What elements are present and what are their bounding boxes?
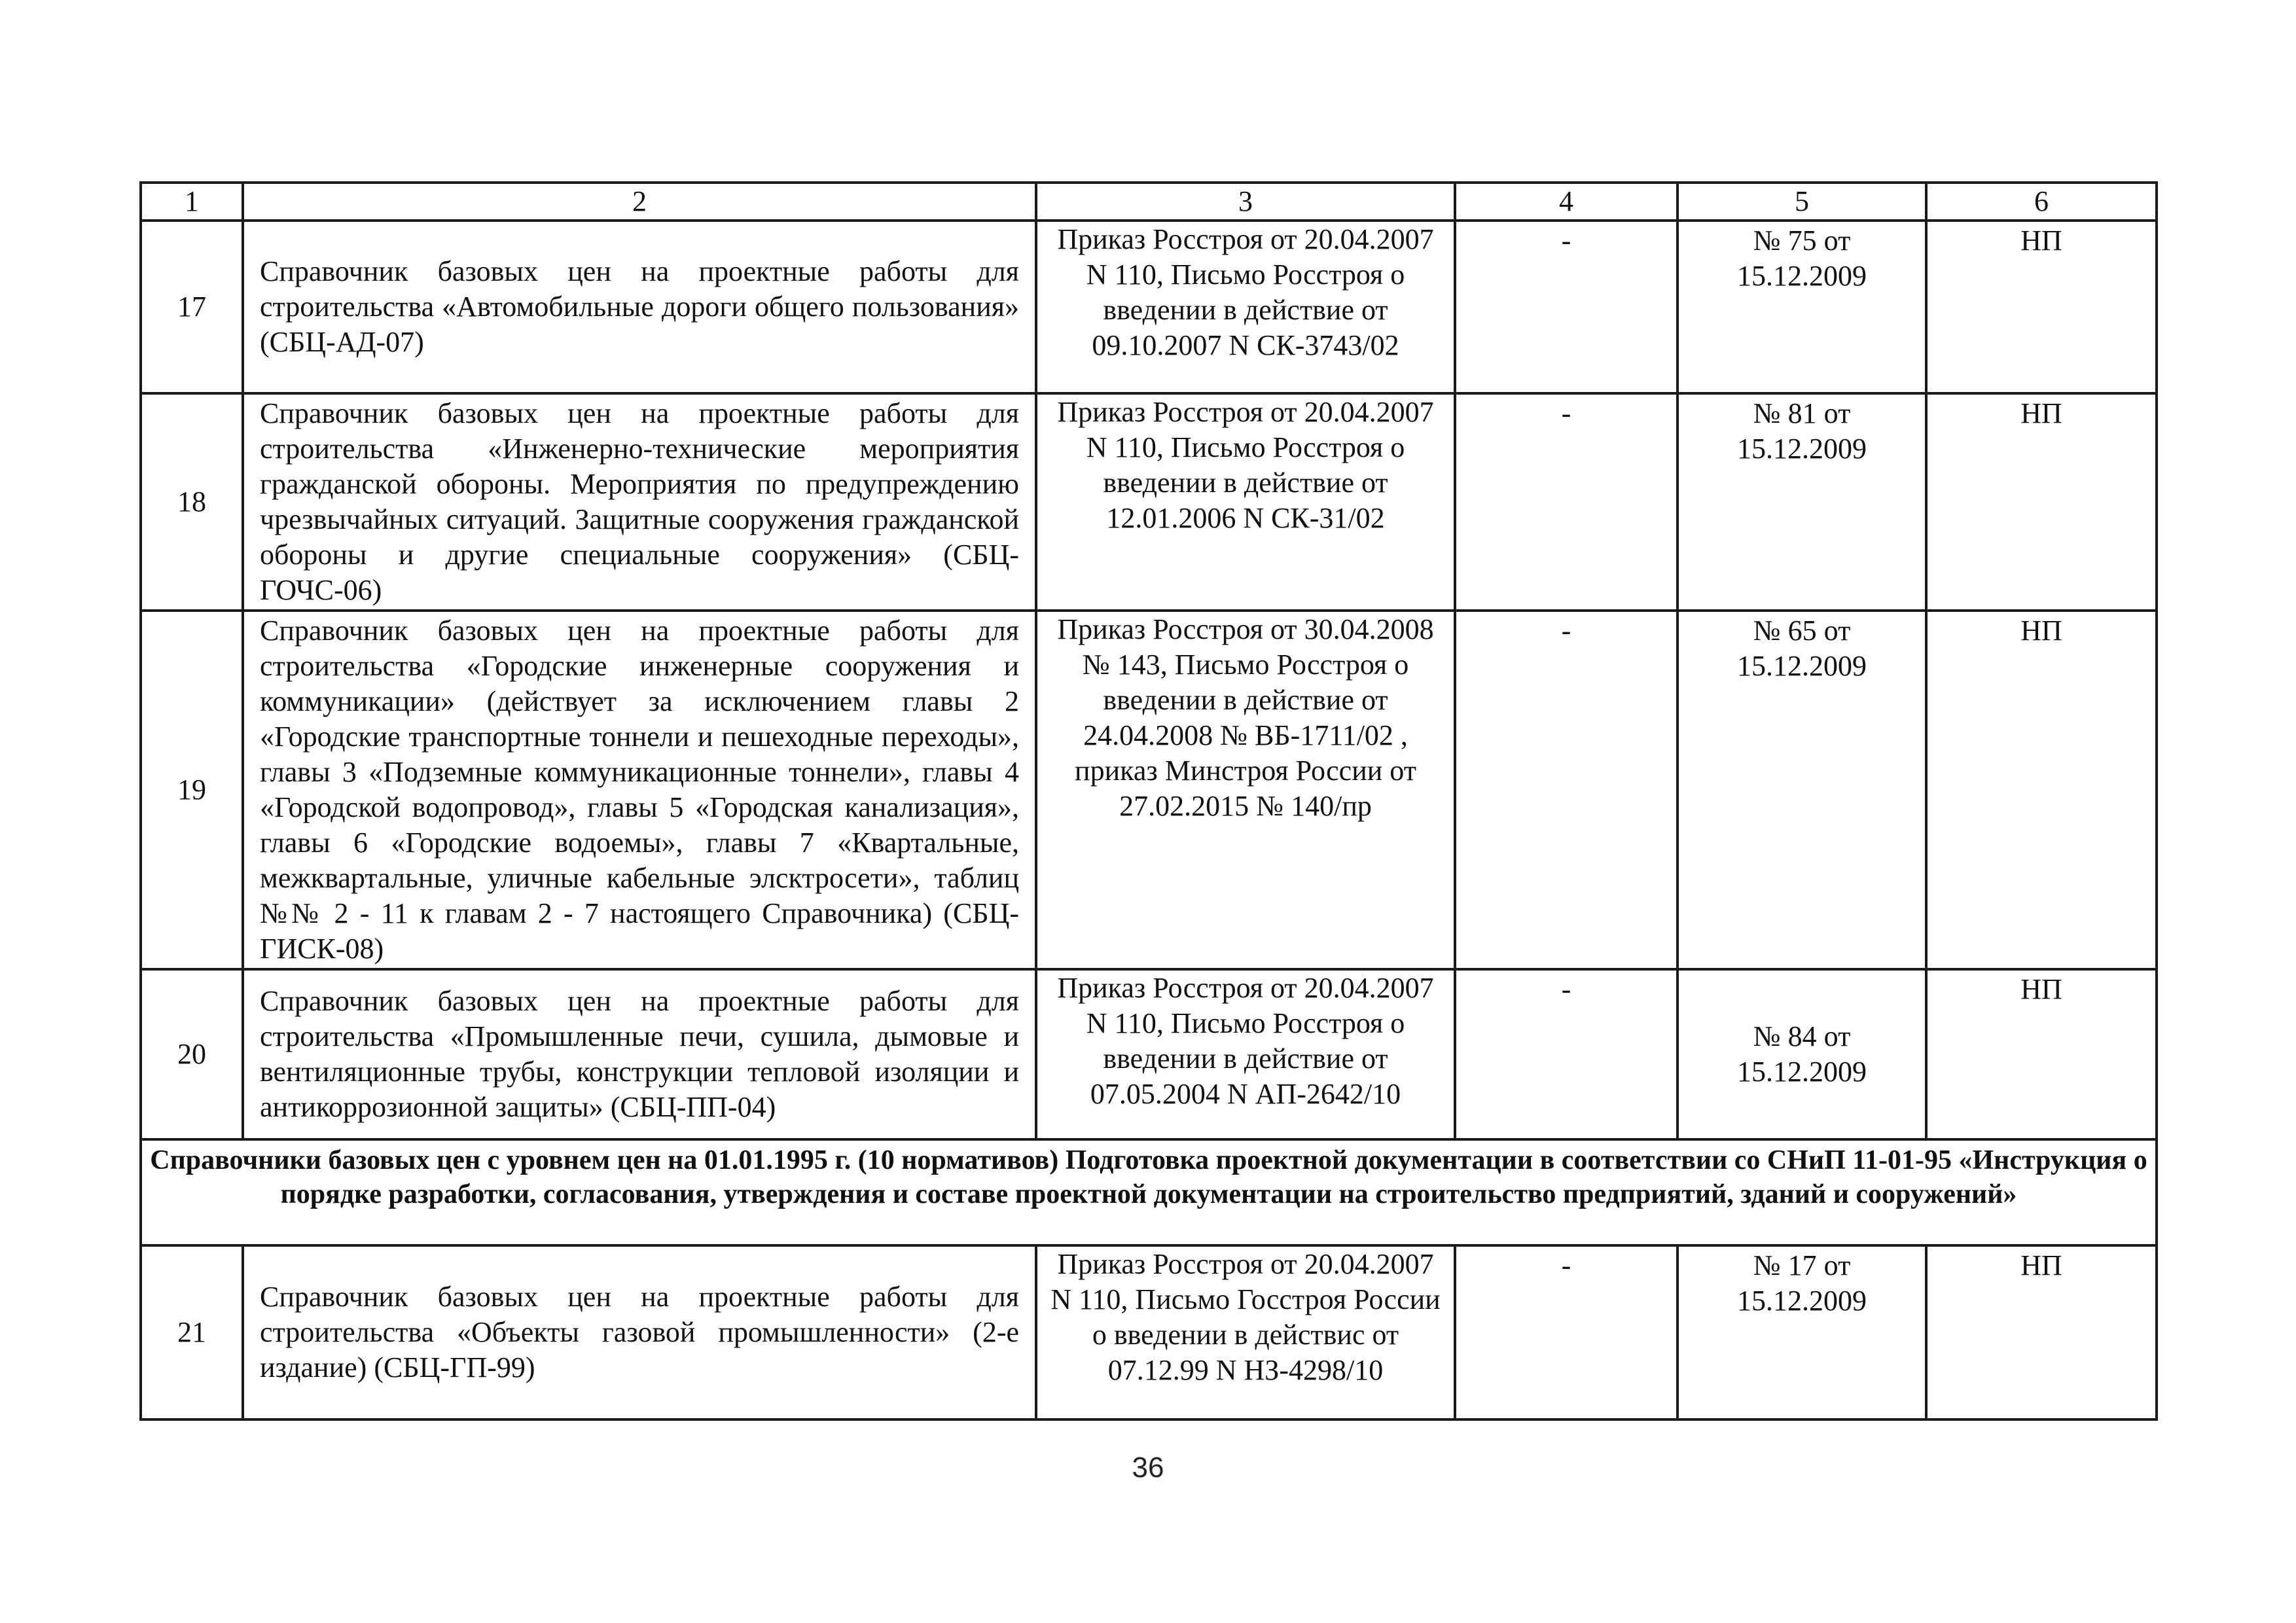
row-letter: № 65 от 15.12.2009 bbox=[1677, 611, 1926, 969]
row-letter: № 84 от 15.12.2009 bbox=[1677, 969, 1926, 1139]
table-row bbox=[141, 221, 2157, 393]
row-title: Справочник базовых цен на проектные работы для строительства «Объекты газовой промышленности» (2-е издание) (СБЦ-ГП-99) bbox=[243, 1245, 1036, 1419]
section-row bbox=[141, 1139, 2157, 1245]
row-letter: № 75 от 15.12.2009 bbox=[1677, 221, 1926, 393]
row-order: Приказ Росстроя от 20.04.2007 N 110, Письмо Росстроя о введении в действие от 07.05.2004 N АП-2642/10 bbox=[1036, 969, 1455, 1139]
row-order: Приказ Росстроя от 30.04.2008 № 143, Письмо Росстроя о введении в действие от 24.04.2008 № ВБ-1711/02 , приказ Минстроя России от 27.02.2015 № 140/пр bbox=[1036, 611, 1455, 969]
reference-table bbox=[139, 181, 2158, 1421]
row-number: 17 bbox=[141, 221, 243, 393]
section-heading: Справочники базовых цен с уровнем цен на 01.01.1995 г. (10 нормативов) Подготовка проектной документации в соответствии со СНиП 11-01-95 «Инструкция о порядке разработки, согласования, утверждения и составе проектной документации на строительство предприятий, зданий и сооружений» bbox=[141, 1139, 2157, 1245]
row-order: Приказ Росстроя от 20.04.2007 N 110, Письмо Росстроя о введении в действие от 12.01.2006 N СК-31/02 bbox=[1036, 393, 1455, 611]
row-title: Справочник базовых цен на проектные работы для строительства «Промышленные печи, сушила, дымовые и вентиляционные трубы, конструкции тепловой изоляции и антикоррозионной защиты» (СБЦ-ПП-04) bbox=[243, 969, 1036, 1139]
row-title: Справочник базовых цен на проектные работы для строительства «Инженерно-технические мероприятия гражданской обороны. Мероприятия по предупреждению чрезвычайных ситуаций. Защитные сооружения гражданской обороны и другие специальные сооружения» (СБЦ-ГОЧС-06) bbox=[243, 393, 1036, 611]
row-order: Приказ Росстроя от 20.04.2007 N 110, Письмо Росстроя о введении в действие от 09.10.2007 N СК-3743/02 bbox=[1036, 221, 1455, 393]
page-number: 36 bbox=[1132, 1452, 1164, 1484]
header-cell-6: 6 bbox=[1926, 183, 2157, 221]
header-cell-1: 1 bbox=[141, 183, 243, 221]
header-cell-3: 3 bbox=[1036, 183, 1455, 221]
header-row bbox=[141, 183, 2157, 221]
row-column-4: - bbox=[1455, 969, 1677, 1139]
row-status: НП bbox=[1926, 611, 2157, 969]
row-status: НП bbox=[1926, 221, 2157, 393]
row-status: НП bbox=[1926, 969, 2157, 1139]
table-row bbox=[141, 393, 2157, 611]
row-title: Справочник базовых цен на проектные работы для строительства «Автомобильные дороги общего пользования» (СБЦ-АД-07) bbox=[243, 221, 1036, 393]
header-cell-2: 2 bbox=[243, 183, 1036, 221]
row-number: 18 bbox=[141, 393, 243, 611]
row-number: 20 bbox=[141, 969, 243, 1139]
row-letter: № 17 от 15.12.2009 bbox=[1677, 1245, 1926, 1419]
row-number: 21 bbox=[141, 1245, 243, 1419]
table-row bbox=[141, 969, 2157, 1139]
row-column-4: - bbox=[1455, 1245, 1677, 1419]
row-column-4: - bbox=[1455, 221, 1677, 393]
row-number: 19 bbox=[141, 611, 243, 969]
row-column-4: - bbox=[1455, 393, 1677, 611]
header-cell-4: 4 bbox=[1455, 183, 1677, 221]
row-column-4: - bbox=[1455, 611, 1677, 969]
row-status: НП bbox=[1926, 1245, 2157, 1419]
table-row bbox=[141, 611, 2157, 969]
row-status: НП bbox=[1926, 393, 2157, 611]
row-letter: № 81 от 15.12.2009 bbox=[1677, 393, 1926, 611]
row-order: Приказ Росстроя от 20.04.2007 N 110, Письмо Госстроя России о введении в действис от 07.12.99 N НЗ-4298/10 bbox=[1036, 1245, 1455, 1419]
row-title: Справочник базовых цен на проектные работы для строительства «Городские инженерные сооружения и коммуникации» (действует за исключением главы 2 «Городские транспортные тоннели и пешеходные переходы», главы 3 «Подземные коммуникационные тоннели», главы 4 «Городской водопровод», главы 5 «Городская канализация», главы 6 «Городские водоемы», главы 7 «Квартальные, межквартальные, уличные кабельные элсктросети», таблиц №№ 2 - 11 к главам 2 - 7 настоящего Справочника) (СБЦ-ГИСК-08) bbox=[243, 611, 1036, 969]
header-cell-5: 5 bbox=[1677, 183, 1926, 221]
table-row bbox=[141, 1245, 2157, 1419]
